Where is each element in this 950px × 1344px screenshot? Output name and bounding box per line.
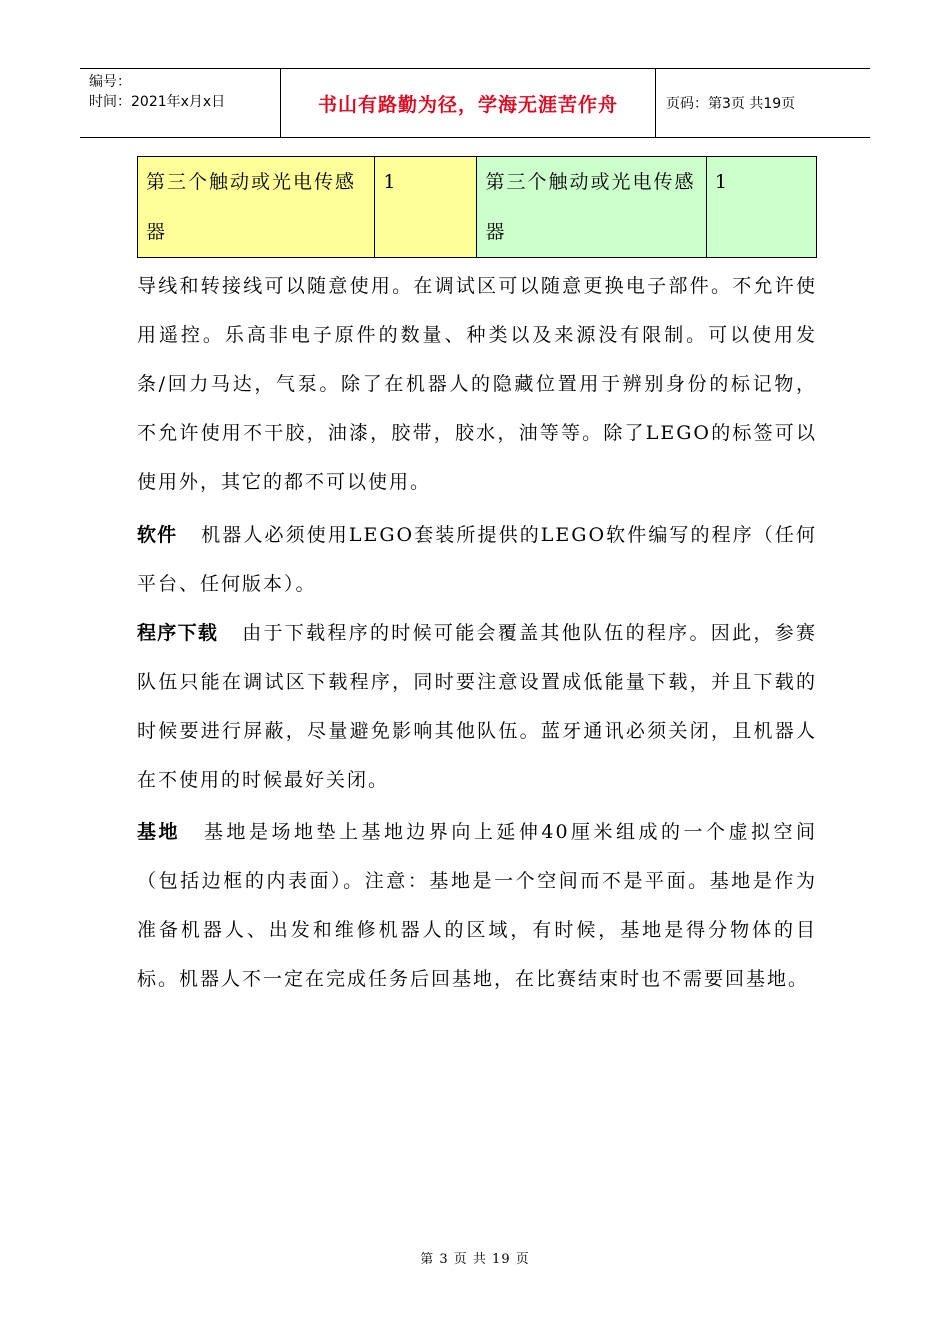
sensor-table	[137, 156, 817, 258]
paragraph-software	[137, 511, 817, 609]
table-cell-qty-right: 1	[706, 157, 816, 258]
paragraph-base	[137, 808, 817, 1004]
page-header	[80, 68, 870, 138]
table-cell-item-right: 第三个触动或光电传感器	[477, 157, 706, 258]
header-page-info: 页码：第3页 共19页	[666, 96, 796, 112]
table-cell-item-left: 第三个触动或光电传感器	[138, 157, 375, 258]
page-footer: 第 3 页 共 19 页	[420, 1252, 530, 1267]
table-cell-qty-left: 1	[375, 157, 477, 258]
paragraph-term: 基地	[137, 821, 180, 843]
header-meta	[80, 69, 281, 137]
paragraph-program-download	[137, 609, 817, 805]
paragraph-text: 基地是场地垫上基地边界向上延伸40厘米组成的一个虚拟空间（包括边框的内表面）。注意：基地是一个空间而不是平面。基地是作为准备机器人、出发和维修机器人的区域，有时候，基地是得分物体的目标。机器人不一定在完成任务后回基地，在比赛结束时也不需要回基地。	[137, 821, 817, 990]
paragraph-term: 软件	[137, 524, 178, 546]
paragraph-text: 导线和转接线可以随意使用。在调试区可以随意更换电子部件。不允许使用遥控。乐高非电子原件的数量、种类以及来源没有限制。可以使用发条/回力马达，气泵。除了在机器人的隐藏位置用于辨别身份的标记物，不允许使用不干胶，油漆，胶带，胶水，油等等。除了LEGO的标签可以使用外，其它的都不可以使用。	[137, 275, 817, 493]
number-label: 编号：	[89, 74, 131, 90]
paragraph-term: 程序下载	[137, 622, 219, 644]
header-motto-cell	[281, 69, 656, 137]
paragraph-wiring	[137, 262, 817, 507]
header-motto: 书山有路勤为径，学海无涯苦作舟	[317, 93, 618, 116]
table-row	[138, 157, 817, 258]
paragraph-text: 机器人必须使用LEGO套装所提供的LEGO软件编写的程序（任何平台、任何版本）。	[137, 524, 817, 595]
paragraph-text: 由于下载程序的时候可能会覆盖其他队伍的程序。因此，参赛队伍只能在调试区下载程序，同时要注意设置成低能量下载，并且下载的时候要进行屏蔽，尽量避免影响其他队伍。蓝牙通讯必须关闭，且机器人在不使用的时候最好关闭。	[137, 622, 817, 791]
time-label: 时间：2021年x月x日	[89, 94, 226, 110]
